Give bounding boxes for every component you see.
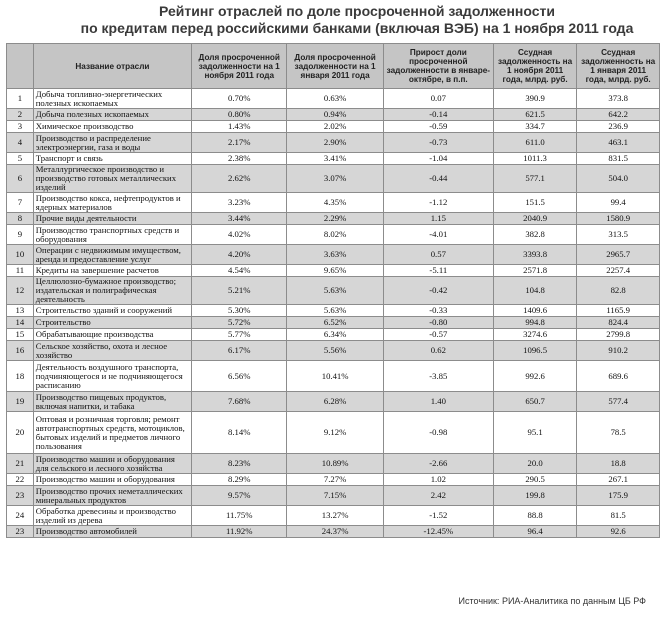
row-overdue-share-growth: -2.66 — [383, 454, 493, 474]
row-industry-name: Производство кокса, нефтепродуктов и ядерных материалов — [33, 193, 191, 213]
row-overdue-share-nov: 4.02% — [192, 225, 287, 245]
row-loans-nov: 3393.8 — [493, 245, 577, 265]
row-index: 21 — [7, 454, 34, 474]
header-industry-name: Название отрасли — [33, 44, 191, 89]
row-loans-jan: 463.1 — [577, 133, 660, 153]
row-overdue-share-growth: -0.80 — [383, 317, 493, 329]
header-loans-jan: Ссудная задолженность на 1 января 2011 года, млрд. руб. — [577, 44, 660, 89]
row-overdue-share-growth: -0.59 — [383, 121, 493, 133]
row-overdue-share-growth: -1.52 — [383, 506, 493, 526]
row-overdue-share-nov: 0.80% — [192, 109, 287, 121]
table-row — [7, 474, 660, 486]
row-loans-nov: 334.7 — [493, 121, 577, 133]
row-overdue-share-growth: -0.14 — [383, 109, 493, 121]
table-row — [7, 486, 660, 506]
table-row — [7, 506, 660, 526]
row-industry-name: Добыча топливно-энергетических полезных ископаемых — [33, 89, 191, 109]
row-overdue-share-jan: 7.15% — [287, 486, 383, 506]
table-row — [7, 265, 660, 277]
industry-rating-table — [6, 43, 660, 538]
row-overdue-share-nov: 2.62% — [192, 165, 287, 193]
row-loans-jan: 313.5 — [577, 225, 660, 245]
row-overdue-share-growth: -0.42 — [383, 277, 493, 305]
row-loans-nov: 1096.5 — [493, 341, 577, 361]
row-industry-name: Транспорт и связь — [33, 153, 191, 165]
row-overdue-share-nov: 5.77% — [192, 329, 287, 341]
table-row — [7, 109, 660, 121]
table-row — [7, 153, 660, 165]
row-loans-nov: 992.6 — [493, 361, 577, 392]
row-overdue-share-jan: 2.90% — [287, 133, 383, 153]
row-index: 11 — [7, 265, 34, 277]
row-loans-nov: 382.8 — [493, 225, 577, 245]
table-row — [7, 165, 660, 193]
table-row — [7, 341, 660, 361]
row-overdue-share-jan: 2.29% — [287, 213, 383, 225]
row-industry-name: Деятельность воздушного транспорта, подчиняющегося и не подчиняющегося расписанию — [33, 361, 191, 392]
row-overdue-share-jan: 4.35% — [287, 193, 383, 213]
row-index: 1 — [7, 89, 34, 109]
row-overdue-share-nov: 11.92% — [192, 526, 287, 538]
header-overdue-share-jan: Доля просроченной задолженности на 1 января 2011 года — [287, 44, 383, 89]
table-row — [7, 193, 660, 213]
row-overdue-share-jan: 7.27% — [287, 474, 383, 486]
row-loans-nov: 621.5 — [493, 109, 577, 121]
row-overdue-share-growth: 1.02 — [383, 474, 493, 486]
row-overdue-share-jan: 2.02% — [287, 121, 383, 133]
row-index: 24 — [7, 506, 34, 526]
table-row — [7, 277, 660, 305]
table-row — [7, 225, 660, 245]
row-loans-nov: 290.5 — [493, 474, 577, 486]
row-loans-nov: 104.8 — [493, 277, 577, 305]
row-loans-nov: 650.7 — [493, 392, 577, 412]
table-row — [7, 361, 660, 392]
row-loans-jan: 99.4 — [577, 193, 660, 213]
row-loans-jan: 78.5 — [577, 412, 660, 454]
row-index: 18 — [7, 361, 34, 392]
table-row — [7, 305, 660, 317]
row-overdue-share-growth: 2.42 — [383, 486, 493, 506]
row-loans-nov: 577.1 — [493, 165, 577, 193]
row-industry-name: Производство прочих неметаллических минеральных продуктов — [33, 486, 191, 506]
row-loans-nov: 88.8 — [493, 506, 577, 526]
row-industry-name: Производство машин и оборудования для сельского и лесного хозяйства — [33, 454, 191, 474]
row-industry-name: Прочие виды деятельности — [33, 213, 191, 225]
row-loans-jan: 236.9 — [577, 121, 660, 133]
table-row — [7, 133, 660, 153]
row-industry-name: Строительство зданий и сооружений — [33, 305, 191, 317]
row-overdue-share-jan: 3.41% — [287, 153, 383, 165]
row-loans-jan: 82.8 — [577, 277, 660, 305]
table-row — [7, 392, 660, 412]
header-overdue-share-growth: Прирост доли просроченной задолженности в январе-октябре, в п.п. — [383, 44, 493, 89]
row-index: 9 — [7, 225, 34, 245]
row-loans-jan: 81.5 — [577, 506, 660, 526]
row-overdue-share-growth: -1.12 — [383, 193, 493, 213]
row-loans-nov: 20.0 — [493, 454, 577, 474]
row-overdue-share-growth: -4.01 — [383, 225, 493, 245]
row-overdue-share-growth: 0.57 — [383, 245, 493, 265]
row-index: 14 — [7, 317, 34, 329]
row-index: 22 — [7, 474, 34, 486]
table-row — [7, 89, 660, 109]
row-industry-name: Производство машин и оборудования — [33, 474, 191, 486]
row-overdue-share-growth: -0.33 — [383, 305, 493, 317]
row-index: 10 — [7, 245, 34, 265]
row-overdue-share-jan: 10.89% — [287, 454, 383, 474]
row-loans-jan: 1165.9 — [577, 305, 660, 317]
page-title — [0, 3, 660, 37]
row-loans-jan: 577.4 — [577, 392, 660, 412]
row-index: 20 — [7, 412, 34, 454]
row-overdue-share-jan: 9.12% — [287, 412, 383, 454]
title-line-2: по кредитам перед российскими банками (включая ВЭБ) на 1 ноября 2011 года — [80, 20, 634, 36]
header-index — [7, 44, 34, 89]
row-overdue-share-jan: 6.28% — [287, 392, 383, 412]
row-overdue-share-growth: 1.40 — [383, 392, 493, 412]
row-index: 2 — [7, 109, 34, 121]
row-overdue-share-nov: 11.75% — [192, 506, 287, 526]
row-index: 19 — [7, 392, 34, 412]
row-overdue-share-jan: 3.07% — [287, 165, 383, 193]
row-overdue-share-growth: -5.11 — [383, 265, 493, 277]
row-overdue-share-nov: 6.56% — [192, 361, 287, 392]
row-index: 7 — [7, 193, 34, 213]
row-overdue-share-jan: 24.37% — [287, 526, 383, 538]
row-overdue-share-growth: 0.62 — [383, 341, 493, 361]
row-loans-nov: 199.8 — [493, 486, 577, 506]
table-row — [7, 121, 660, 133]
row-overdue-share-nov: 5.21% — [192, 277, 287, 305]
table-row — [7, 245, 660, 265]
row-industry-name: Сельское хозяйство, охота и лесное хозяйство — [33, 341, 191, 361]
row-loans-jan: 267.1 — [577, 474, 660, 486]
table-row — [7, 329, 660, 341]
row-overdue-share-nov: 9.57% — [192, 486, 287, 506]
row-index: 23 — [7, 486, 34, 506]
table-row — [7, 526, 660, 538]
row-index: 4 — [7, 133, 34, 153]
row-loans-jan: 642.2 — [577, 109, 660, 121]
row-index: 12 — [7, 277, 34, 305]
row-loans-jan: 92.6 — [577, 526, 660, 538]
row-industry-name: Обработка древесины и производство изделий из дерева — [33, 506, 191, 526]
row-industry-name: Металлургическое производство и производство готовых металлических изделий — [33, 165, 191, 193]
row-overdue-share-nov: 2.17% — [192, 133, 287, 153]
row-overdue-share-growth: -0.44 — [383, 165, 493, 193]
row-index: 13 — [7, 305, 34, 317]
row-loans-nov: 3274.6 — [493, 329, 577, 341]
row-loans-jan: 831.5 — [577, 153, 660, 165]
row-loans-nov: 994.8 — [493, 317, 577, 329]
row-loans-jan: 2257.4 — [577, 265, 660, 277]
row-overdue-share-growth: -0.73 — [383, 133, 493, 153]
row-industry-name: Кредиты на завершение расчетов — [33, 265, 191, 277]
row-loans-jan: 2799.8 — [577, 329, 660, 341]
row-loans-jan: 910.2 — [577, 341, 660, 361]
row-overdue-share-nov: 0.70% — [192, 89, 287, 109]
row-index: 16 — [7, 341, 34, 361]
row-industry-name: Производство пищевых продуктов, включая напитки, и табака — [33, 392, 191, 412]
row-overdue-share-jan: 5.63% — [287, 277, 383, 305]
title-line-1: Рейтинг отраслей по доле просроченной задолженности — [159, 3, 555, 19]
row-overdue-share-nov: 5.72% — [192, 317, 287, 329]
row-overdue-share-jan: 5.56% — [287, 341, 383, 361]
row-industry-name: Производство транспортных средств и оборудования — [33, 225, 191, 245]
row-loans-jan: 175.9 — [577, 486, 660, 506]
row-overdue-share-growth: -0.57 — [383, 329, 493, 341]
table-row — [7, 454, 660, 474]
row-loans-nov: 1409.6 — [493, 305, 577, 317]
row-overdue-share-nov: 5.30% — [192, 305, 287, 317]
row-loans-jan: 2965.7 — [577, 245, 660, 265]
row-index: 15 — [7, 329, 34, 341]
row-overdue-share-jan: 13.27% — [287, 506, 383, 526]
row-overdue-share-jan: 6.52% — [287, 317, 383, 329]
row-loans-jan: 689.6 — [577, 361, 660, 392]
row-index: 6 — [7, 165, 34, 193]
row-overdue-share-nov: 8.29% — [192, 474, 287, 486]
row-overdue-share-jan: 8.02% — [287, 225, 383, 245]
row-loans-nov: 390.9 — [493, 89, 577, 109]
row-index: 3 — [7, 121, 34, 133]
row-overdue-share-jan: 6.34% — [287, 329, 383, 341]
row-overdue-share-jan: 3.63% — [287, 245, 383, 265]
row-overdue-share-nov: 8.23% — [192, 454, 287, 474]
row-overdue-share-nov: 7.68% — [192, 392, 287, 412]
table-row — [7, 317, 660, 329]
row-overdue-share-nov: 6.17% — [192, 341, 287, 361]
row-industry-name: Оптовая и розничная торговля; ремонт автотранспортных средств, мотоциклов, бытовых изделий и предметов личного пользования — [33, 412, 191, 454]
row-industry-name: Химическое производство — [33, 121, 191, 133]
table-header-row — [7, 44, 660, 89]
row-index: 23 — [7, 526, 34, 538]
source-note: Источник: РИА-Аналитика по данным ЦБ РФ — [458, 596, 646, 606]
row-loans-nov: 1011.3 — [493, 153, 577, 165]
row-overdue-share-growth: 1.15 — [383, 213, 493, 225]
row-overdue-share-growth: 0.07 — [383, 89, 493, 109]
row-overdue-share-jan: 9.65% — [287, 265, 383, 277]
row-overdue-share-jan: 0.63% — [287, 89, 383, 109]
row-industry-name: Строительство — [33, 317, 191, 329]
row-loans-nov: 2040.9 — [493, 213, 577, 225]
row-overdue-share-jan: 10.41% — [287, 361, 383, 392]
row-overdue-share-nov: 3.44% — [192, 213, 287, 225]
row-industry-name: Обрабатывающие производства — [33, 329, 191, 341]
row-overdue-share-nov: 4.20% — [192, 245, 287, 265]
row-overdue-share-growth: -1.04 — [383, 153, 493, 165]
row-loans-nov: 2571.8 — [493, 265, 577, 277]
row-overdue-share-nov: 2.38% — [192, 153, 287, 165]
row-overdue-share-jan: 5.63% — [287, 305, 383, 317]
row-industry-name: Производство автомобилей — [33, 526, 191, 538]
table-row — [7, 412, 660, 454]
row-overdue-share-jan: 0.94% — [287, 109, 383, 121]
row-loans-nov: 95.1 — [493, 412, 577, 454]
row-loans-nov: 611.0 — [493, 133, 577, 153]
row-loans-jan: 1580.9 — [577, 213, 660, 225]
row-industry-name: Целлюлозно-бумажное производство; издательская и полиграфическая деятельность — [33, 277, 191, 305]
row-industry-name: Производство и распределение электроэнергии, газа и воды — [33, 133, 191, 153]
row-loans-jan: 373.8 — [577, 89, 660, 109]
row-loans-nov: 96.4 — [493, 526, 577, 538]
row-overdue-share-growth: -0.98 — [383, 412, 493, 454]
row-overdue-share-nov: 8.14% — [192, 412, 287, 454]
table-row — [7, 213, 660, 225]
row-industry-name: Операции с недвижимым имуществом, аренда и предоставление услуг — [33, 245, 191, 265]
row-index: 5 — [7, 153, 34, 165]
row-overdue-share-nov: 1.43% — [192, 121, 287, 133]
row-loans-jan: 824.4 — [577, 317, 660, 329]
row-overdue-share-growth: -3.85 — [383, 361, 493, 392]
row-overdue-share-nov: 3.23% — [192, 193, 287, 213]
row-overdue-share-growth: -12.45% — [383, 526, 493, 538]
header-overdue-share-nov: Доля просроченной задолженности на 1 ноября 2011 года — [192, 44, 287, 89]
row-loans-jan: 504.0 — [577, 165, 660, 193]
row-overdue-share-nov: 4.54% — [192, 265, 287, 277]
row-loans-nov: 151.5 — [493, 193, 577, 213]
row-index: 8 — [7, 213, 34, 225]
row-loans-jan: 18.8 — [577, 454, 660, 474]
row-industry-name: Добыча полезных ископаемых — [33, 109, 191, 121]
header-loans-nov: Ссудная задолженность на 1 ноября 2011 года, млрд. руб. — [493, 44, 577, 89]
